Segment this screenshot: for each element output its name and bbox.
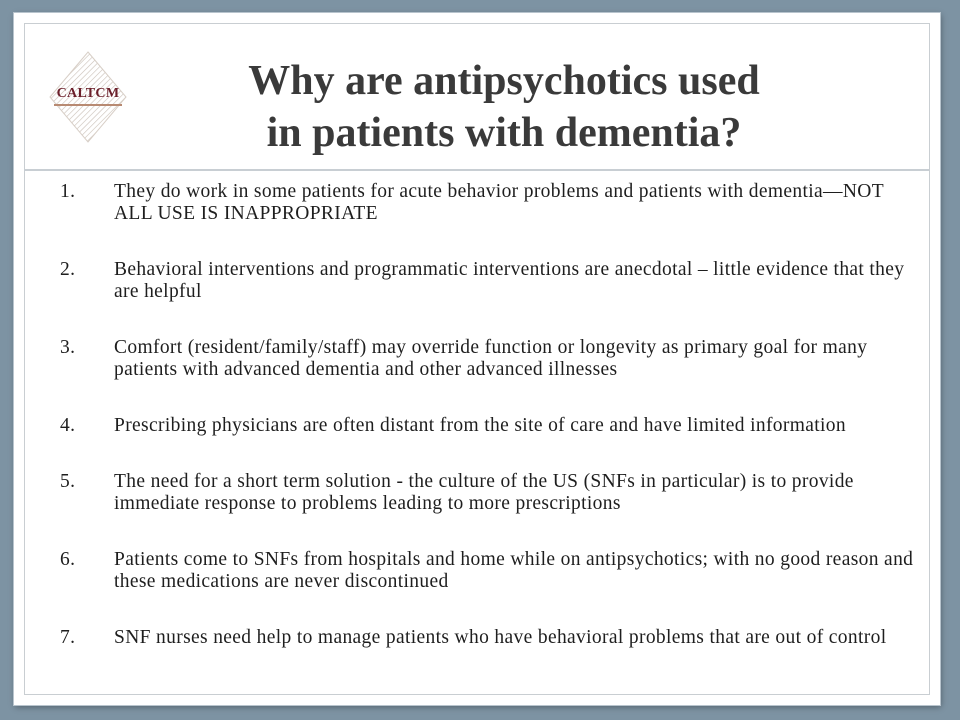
list-item [54,627,914,649]
logo-underline [54,104,122,112]
item-text: The need for a short term solution - the culture of the US (SNFs in particular) is to provide immediate response to problems leading to more prescriptions [114,471,854,514]
item-text: Patients come to SNFs from hospitals and home while on antipsychotics; with no good reason and these medications are never discontinued [114,549,914,592]
item-number: 2. [60,259,76,280]
list-item [54,181,914,225]
item-text: Prescribing physicians are often distant from the site of care and have limited information [114,415,847,436]
item-number: 5. [60,471,76,492]
item-text: Comfort (resident/family/staff) may override function or longevity as primary goal for many patients with advanced dementia and other advanced illnesses [114,337,868,380]
logo-text: CALTCM [56,86,120,101]
title-line-1: Why are antipsychotics used [248,58,760,104]
item-number: 1. [60,181,76,202]
item-number: 7. [60,627,76,648]
list-item [54,259,914,303]
item-text: They do work in some patients for acute behavior problems and patients with dementia—NOT ALL USE IS INAPPROPRIATE [114,181,884,224]
list-item [54,415,914,437]
caltcm-logo [48,50,128,144]
item-text: Behavioral interventions and programmatic interventions are anecdotal – little evidence that they are helpful [114,259,905,302]
list-item [54,549,914,593]
item-number: 3. [60,337,76,358]
slide [14,13,940,705]
title-line-2: in patients with dementia? [266,110,742,156]
list-item [54,471,914,515]
reasons-list [54,181,914,683]
item-number: 4. [60,415,76,436]
page-title [124,55,884,159]
title-band [24,23,929,171]
list-item [54,337,914,381]
item-text: SNF nurses need help to manage patients who have behavioral problems that are out of control [114,627,887,648]
item-number: 6. [60,549,76,570]
